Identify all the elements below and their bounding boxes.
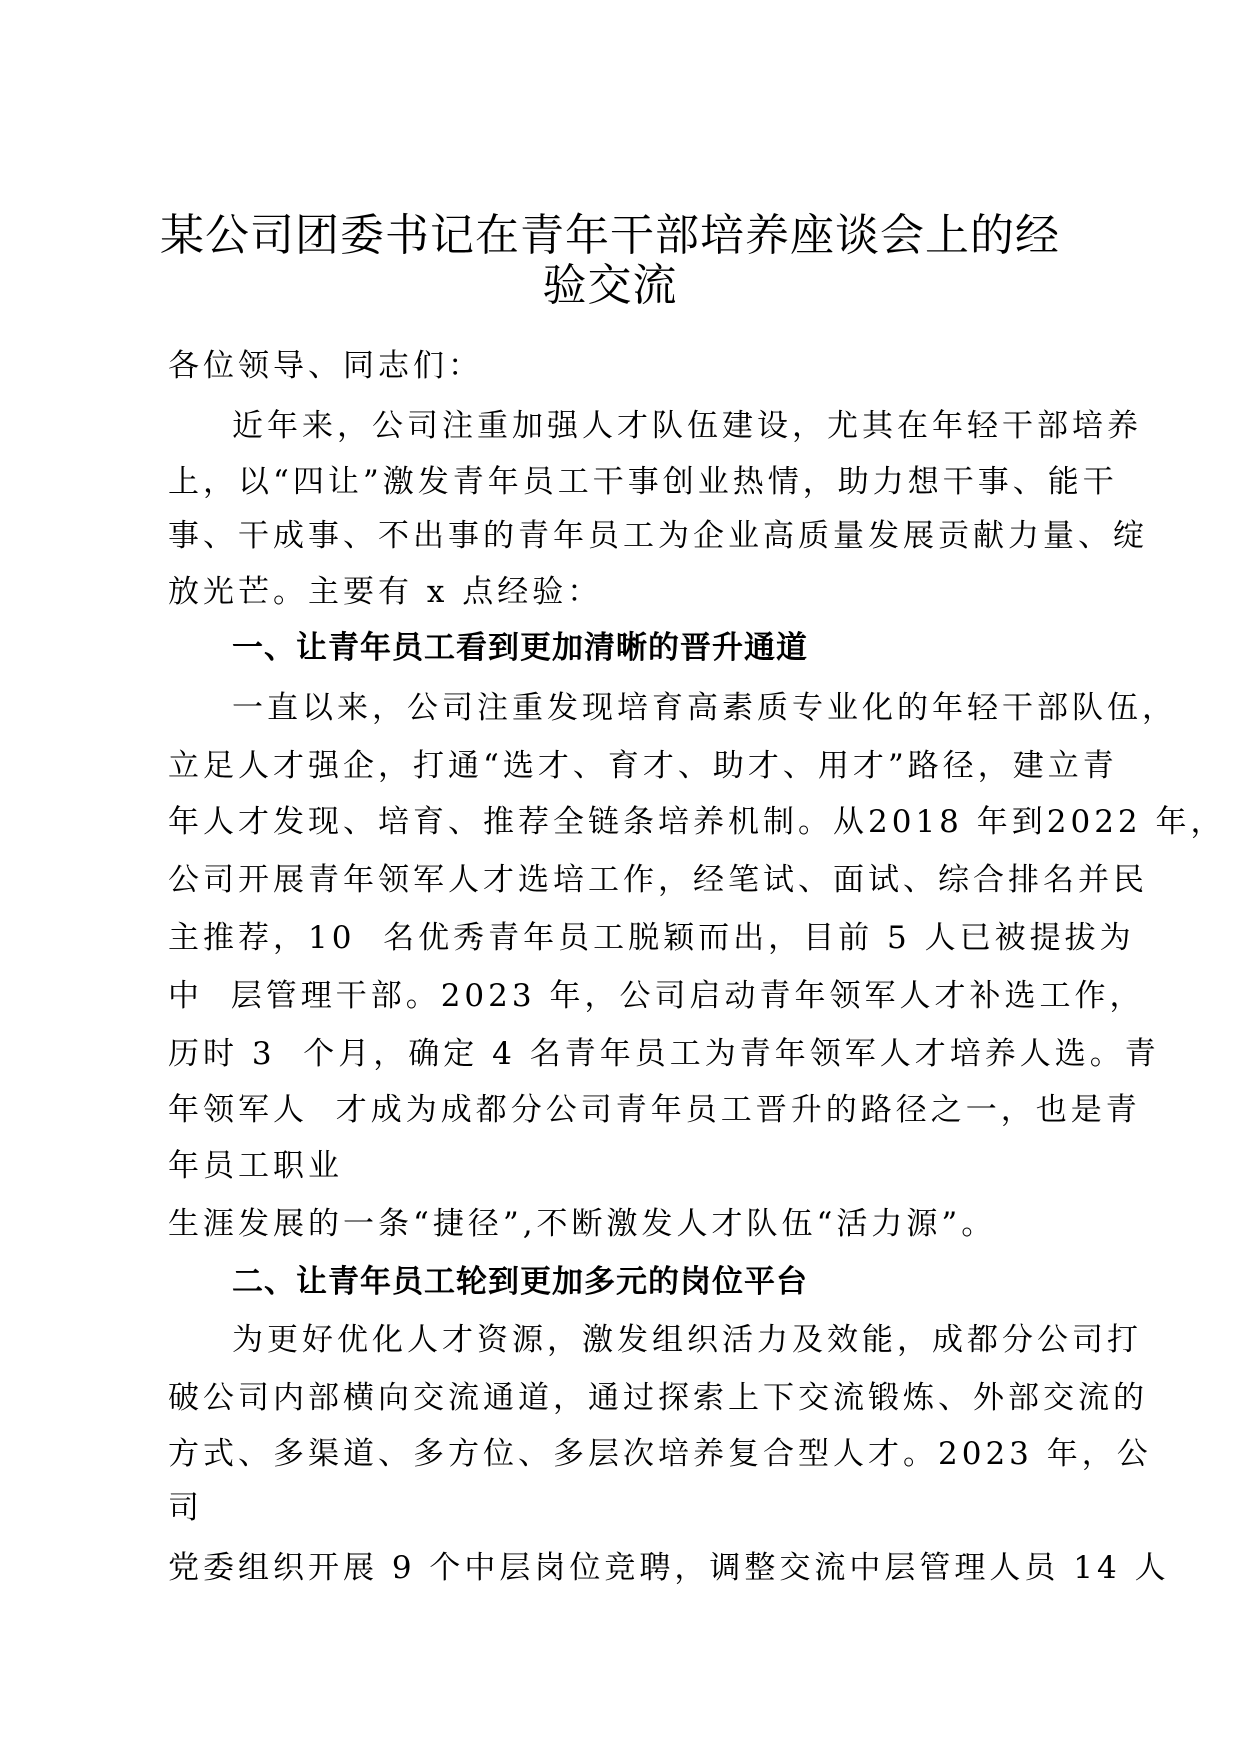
section1-line: 年领军人 才成为成都分公司青年员工晋升的路径之一，也是青 <box>168 1092 1141 1128</box>
section1-line: 年人才发现、培育、推荐全链条培养机制。从2018 年到2022 年， <box>168 804 1226 840</box>
section-heading-2: 二、让青年员工轮到更加多元的岗位平台 <box>232 1264 808 1300</box>
intro-line: 放光芒。主要有 x 点经验： <box>168 574 603 610</box>
intro-line: 事、干成事、不出事的青年员工为企业高质量发展贡献力量、绽 <box>168 518 1148 554</box>
section2-line: 方式、多渠道、多方位、多层次培养复合型人才。2023 年，公 <box>168 1436 1152 1472</box>
section1-line: 立足人才强企，打通“选才、育才、助才、用才”路径，建立青 <box>168 748 1118 784</box>
salutation: 各位领导、同志们： <box>168 348 483 384</box>
section1-line: 公司开展青年领军人才选培工作，经笔试、面试、综合排名并民 <box>168 862 1148 898</box>
document-title-line-2: 验交流 <box>542 260 678 311</box>
section2-line: 为更好优化人才资源，激发组织活力及效能，成都分公司打 <box>232 1322 1142 1358</box>
intro-line: 上，以“四让”激发青年员工干事创业热情，助力想干事、能干 <box>168 464 1118 500</box>
document-title-line-1: 某公司团委书记在青年干部培养座谈会上的经 <box>160 210 1060 261</box>
section1-line: 年员工职业 <box>168 1148 343 1184</box>
intro-line: 近年来，公司注重加强人才队伍建设，尤其在年轻干部培养 <box>232 408 1142 444</box>
section-heading-1: 一、让青年员工看到更加清晰的晋升通道 <box>232 630 808 666</box>
section1-line: 中 层管理干部。2023 年，公司启动青年领军人才补选工作， <box>168 978 1145 1014</box>
section1-line: 一直以来，公司注重发现培育高素质专业化的年轻干部队伍， <box>232 690 1177 726</box>
section1-line: 生涯发展的一条“捷径”,不断激发人才队伍“活力源”。 <box>168 1206 997 1242</box>
section2-line: 司 <box>168 1490 203 1526</box>
section2-line: 党委组织开展 9 个中层岗位竞聘，调整交流中层管理人员 14 人 <box>168 1550 1170 1586</box>
section2-line: 破公司内部横向交流通道，通过探索上下交流锻炼、外部交流的 <box>168 1380 1148 1416</box>
section1-line: 历时 3 个月，确定 4 名青年员工为青年领军人才培养人选。青 <box>168 1036 1160 1072</box>
section1-line: 主推荐，10 名优秀青年员工脱颖而出，目前 5 人已被提拔为 <box>168 920 1135 956</box>
